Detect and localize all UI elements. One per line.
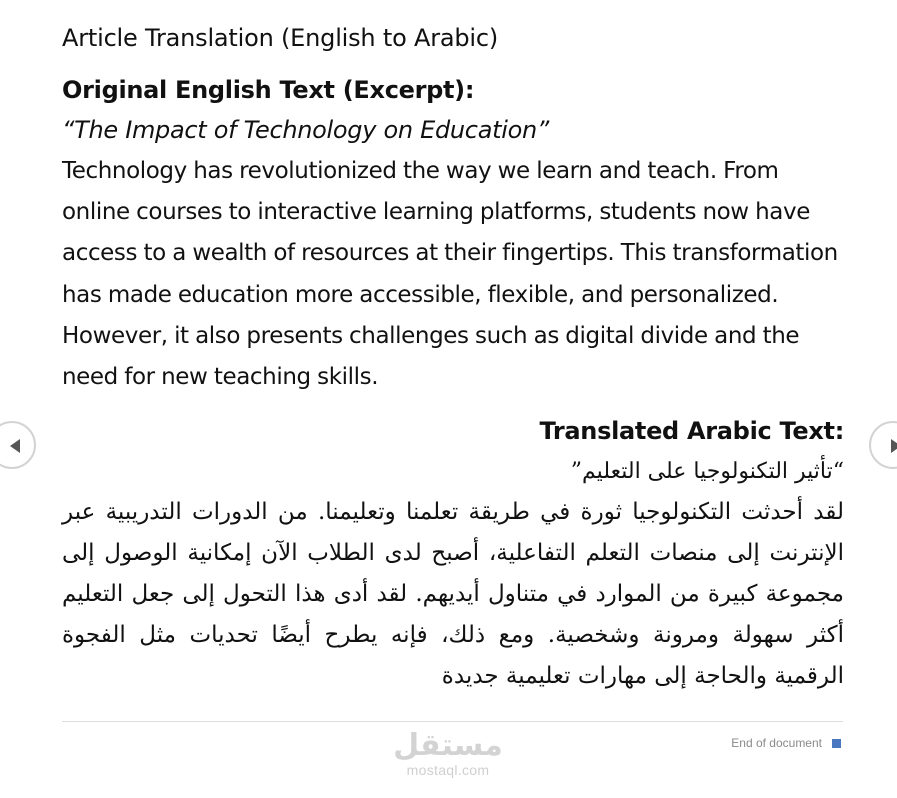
mostaql-watermark bbox=[390, 730, 506, 778]
translated-text-heading: Translated Arabic Text: bbox=[539, 417, 844, 446]
document-title: Article Translation (English to Arabic) bbox=[62, 24, 499, 52]
english-body-text: Technology has revolutionized the way we learn and teach. From online courses to interactive learning platforms, students now have access to a wealth of resources at their fingertips. This transformation has made education more accessible, flexible, and personalized. However, it also presents challenges such as digital divide and the need for new teaching skills. bbox=[62, 158, 838, 391]
end-marker-square bbox=[832, 739, 841, 748]
document-content bbox=[62, 18, 844, 697]
previous-page-button[interactable] bbox=[0, 421, 36, 469]
arabic-body-text: لقد أحدثت التكنولوجيا ثورة في طريقة تعلمنا وتعليمنا. من الدورات التدريبية عبر الإنترنت إلى منصات التعلم التفاعلية، أصبح لدى الطلاب الآن إمكانية الوصول إلى مجموعة كبيرة من الموارد في متناول أيديهم. لقد أدى هذا التحول إلى جعل التعليم أكثر سهولة ومرونة وشخصية. ومع ذلك، فإنه يطرح أيضًا تحديات مثل الفجوة الرقمية والحاجة إلى مهارات تعليمية جديدة bbox=[62, 499, 844, 690]
chevron-right-icon bbox=[885, 436, 897, 456]
watermark-arabic: مستقل bbox=[393, 728, 503, 763]
chevron-left-icon bbox=[6, 436, 26, 456]
footer-divider bbox=[62, 721, 843, 722]
original-text-heading: Original English Text (Excerpt): bbox=[62, 76, 475, 104]
next-page-button[interactable] bbox=[869, 421, 897, 469]
end-of-document-marker bbox=[731, 736, 841, 750]
article-title-english: “The Impact of Technology on Education” bbox=[62, 116, 550, 144]
article-title-arabic: “تأثير التكنولوجيا على التعليم” bbox=[570, 459, 844, 485]
end-of-document-label: End of document bbox=[731, 736, 822, 750]
watermark-latin: mostaql.com bbox=[406, 762, 490, 778]
